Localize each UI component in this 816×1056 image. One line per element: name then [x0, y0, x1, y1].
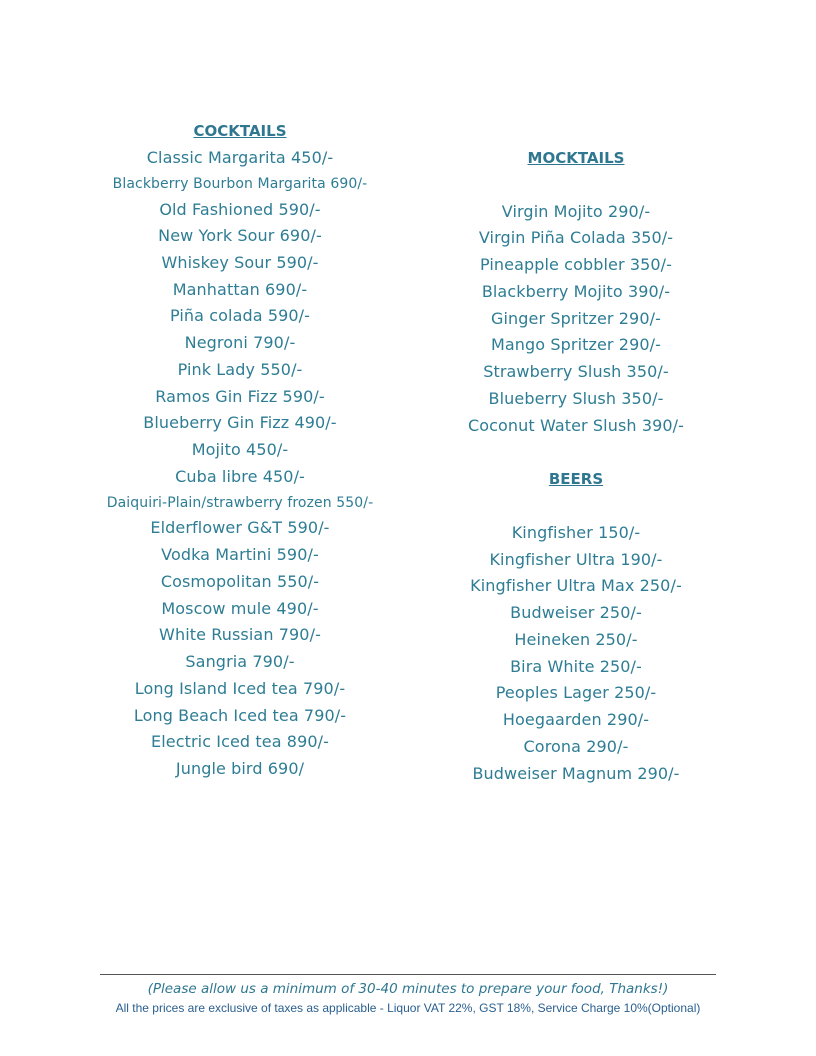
cocktails-heading: COCKTAILS: [193, 122, 287, 140]
footer-divider: [100, 974, 716, 975]
menu-item: Kingfisher 150/-: [511, 523, 641, 542]
menu-item: Kingfisher Ultra Max 250/-: [470, 576, 682, 595]
menu-item: Pink Lady 550/-: [177, 360, 303, 379]
menu-item: Blueberry Gin Fizz 490/-: [143, 413, 337, 432]
menu-item: Corona 290/-: [523, 737, 629, 756]
menu-item: Blackberry Mojito 390/-: [481, 282, 671, 301]
menu-item: Strawberry Slush 350/-: [483, 362, 669, 381]
menu-item: Daiquiri-Plain/strawberry frozen 550/-: [106, 495, 374, 511]
menu-item: Old Fashioned 590/-: [159, 200, 321, 219]
menu-item: Coconut Water Slush 390/-: [467, 416, 685, 435]
footer-tax-note: All the prices are exclusive of taxes as applicable - Liquor VAT 22%, GST 18%, Service Charge 10%(Optional): [115, 1001, 701, 1015]
menu-item: Long Island Iced tea 790/-: [134, 679, 346, 698]
menu-item: Long Beach Iced tea 790/-: [133, 706, 347, 725]
menu-item: Cosmopolitan 550/-: [160, 572, 320, 591]
menu-item: Elderflower G&T 590/-: [150, 518, 330, 537]
menu-item: Sangria 790/-: [185, 652, 295, 671]
menu-item: Electric Iced tea 890/-: [151, 732, 329, 751]
menu-item: New York Sour 690/-: [158, 226, 322, 245]
menu-item: Cuba libre 450/-: [175, 467, 305, 486]
menu-item: Peoples Lager 250/-: [495, 683, 657, 702]
menu-item: Mojito 450/-: [191, 440, 289, 459]
mocktails-heading: MOCKTAILS: [527, 149, 625, 167]
menu-item: Negroni 790/-: [184, 333, 296, 352]
menu-item: Blackberry Bourbon Margarita 690/-: [112, 176, 368, 192]
menu-item: Classic Margarita 450/-: [146, 148, 334, 167]
menu-item: Virgin Mojito 290/-: [501, 202, 651, 221]
menu-item: Pineapple cobbler 350/-: [479, 255, 673, 274]
menu-item: Kingfisher Ultra 190/-: [489, 550, 663, 569]
beers-heading: BEERS: [548, 470, 604, 488]
menu-item: Hoegaarden 290/-: [502, 710, 650, 729]
menu-item: White Russian 790/-: [159, 625, 321, 644]
menu-item: Blueberry Slush 350/-: [488, 389, 664, 408]
menu-item: Ramos Gin Fizz 590/-: [155, 387, 325, 406]
menu-item: Vodka Martini 590/-: [161, 545, 319, 564]
menu-item: Heineken 250/-: [514, 630, 638, 649]
menu-item: Ginger Spritzer 290/-: [491, 309, 661, 328]
menu-item: Budweiser 250/-: [510, 603, 642, 622]
footer-note: (Please allow us a minimum of 30-40 minutes to prepare your food, Thanks!): [147, 981, 669, 997]
menu-item: Budweiser Magnum 290/-: [472, 764, 680, 783]
menu-item: Piña colada 590/-: [169, 306, 311, 325]
menu-item: Moscow mule 490/-: [161, 599, 319, 618]
menu-item: Jungle bird 690/: [175, 759, 305, 778]
menu-item: Bira White 250/-: [510, 657, 642, 676]
menu-item: Whiskey Sour 590/-: [161, 253, 319, 272]
menu-item: Manhattan 690/-: [172, 280, 308, 299]
menu-item: Virgin Piña Colada 350/-: [478, 228, 674, 247]
menu-item: Mango Spritzer 290/-: [491, 335, 661, 354]
